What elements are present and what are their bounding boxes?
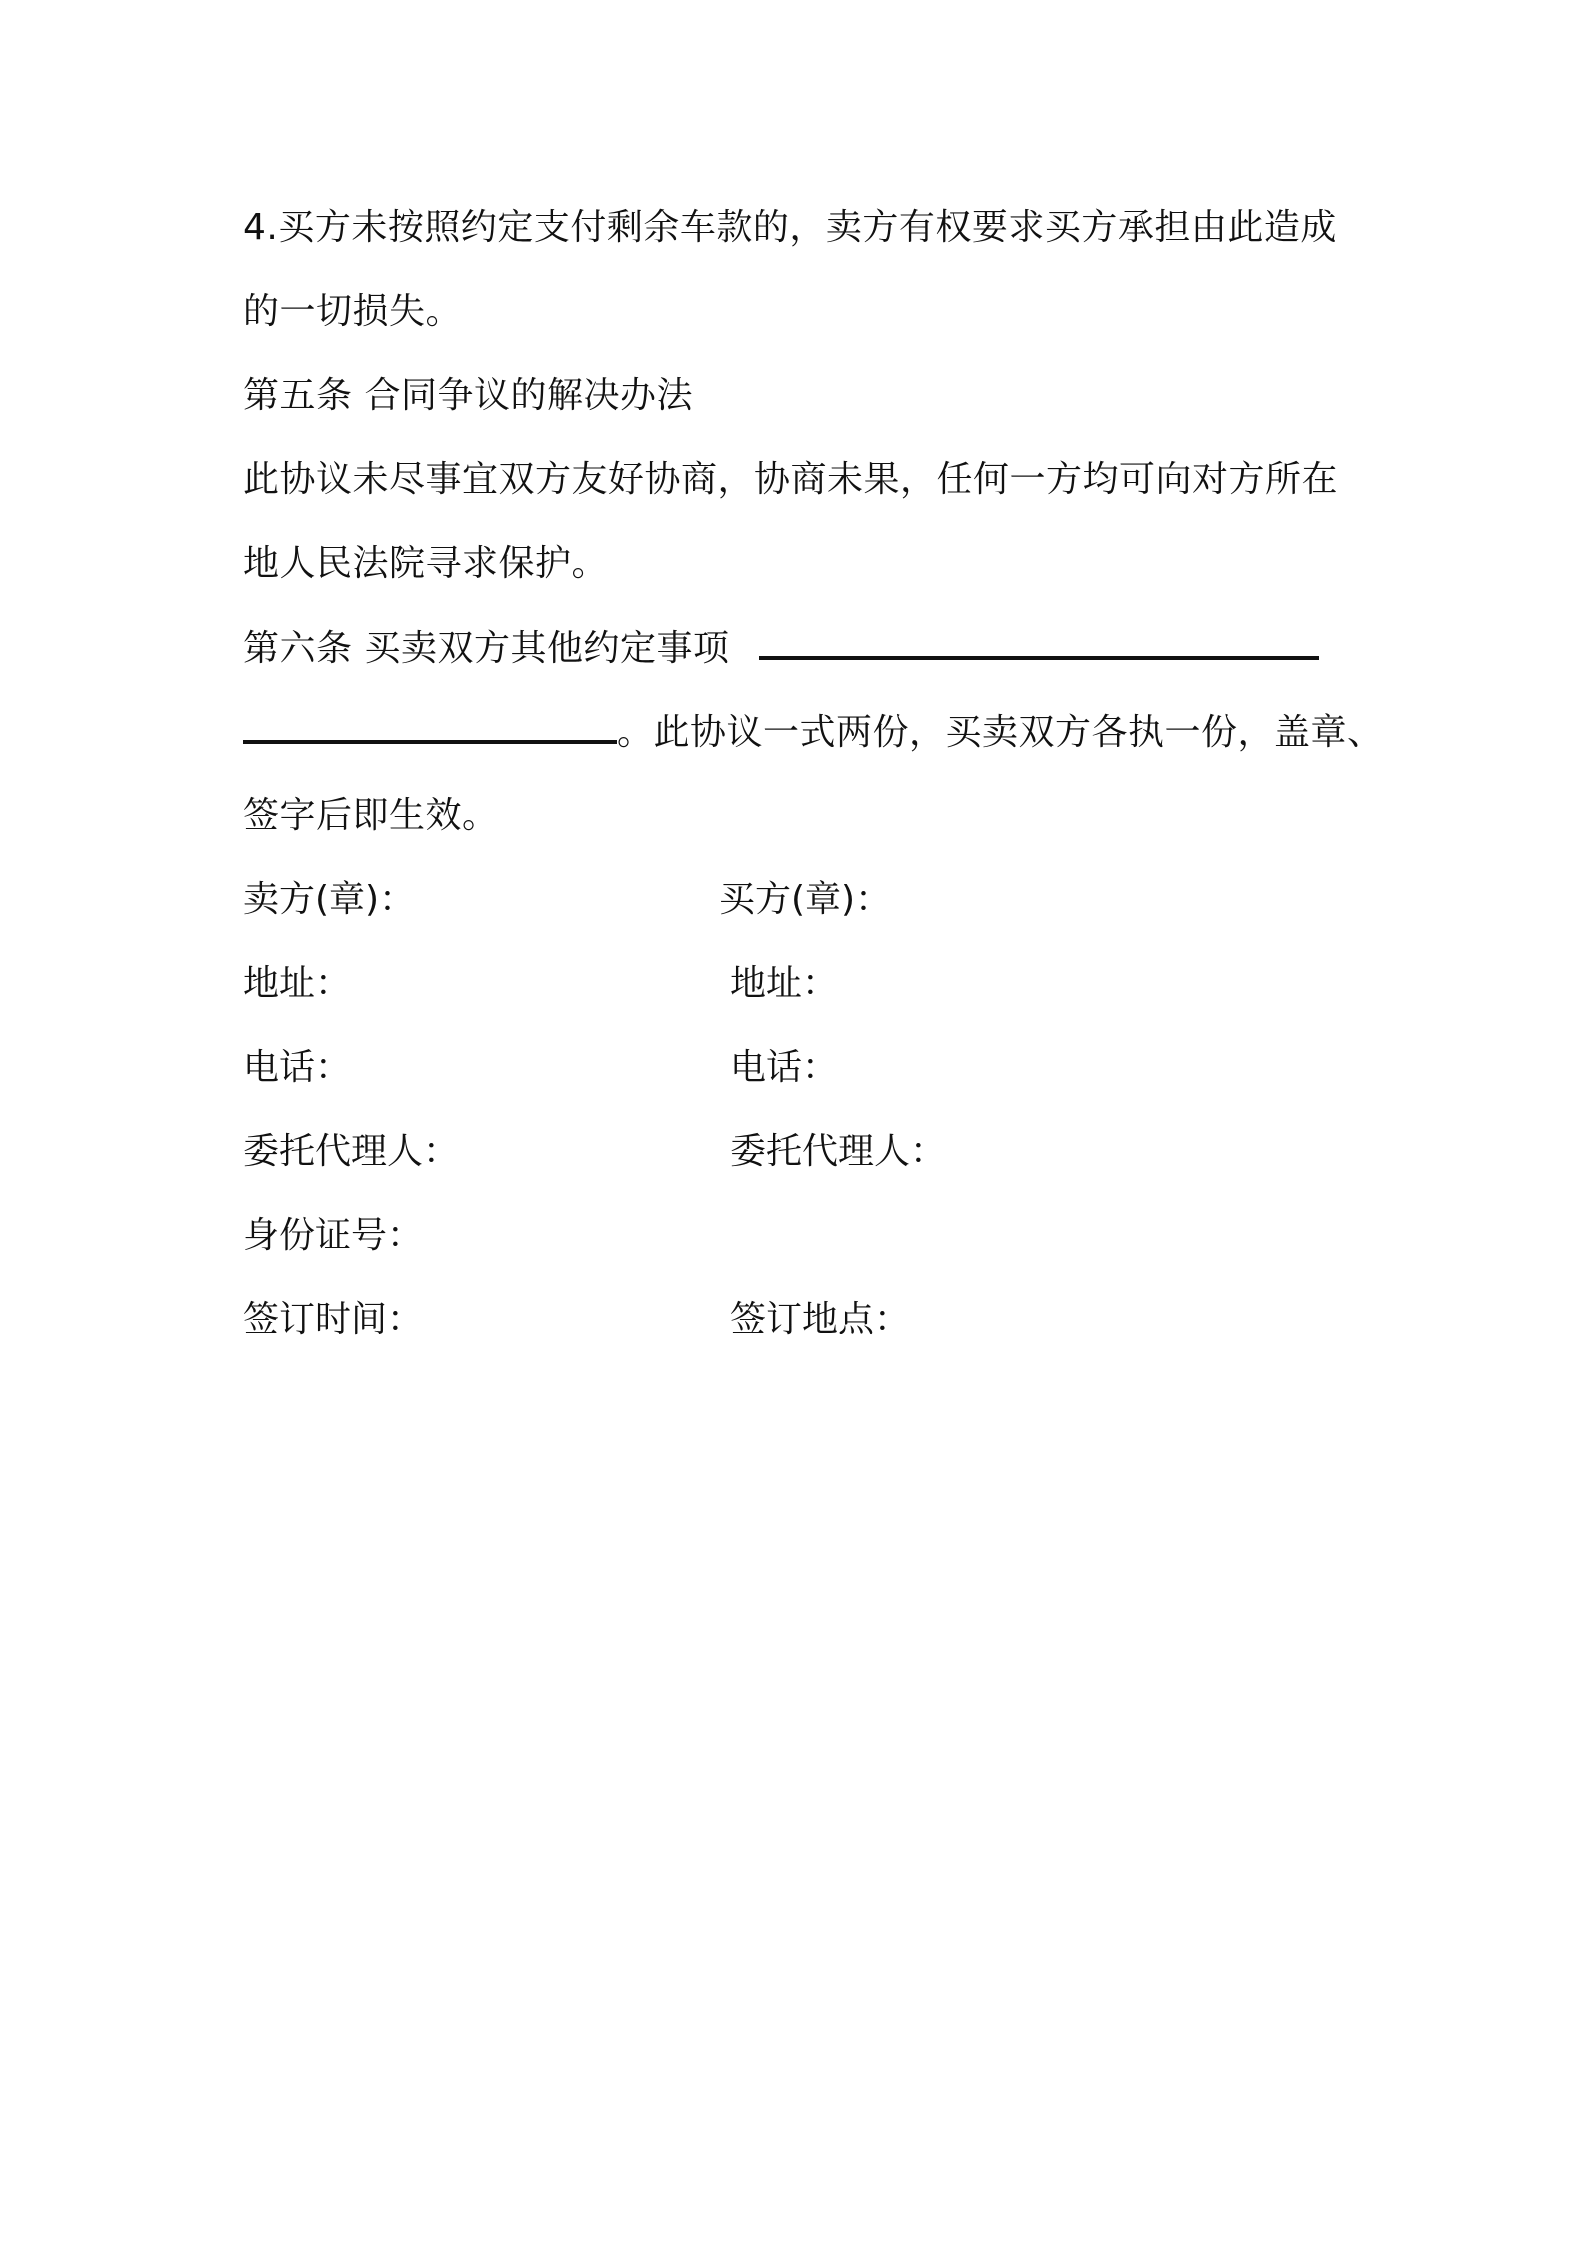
- article-6-line-1: [243, 626, 1319, 671]
- article-6-copies-text: 。此协议一式两份，买卖双方各执一份，盖章、: [617, 712, 1384, 753]
- buyer-seal-label: 买方(章)：: [719, 879, 892, 920]
- buyer-phone-label: 电话：: [730, 1047, 839, 1088]
- article-5-line-2: 地人民法院寻求保护。: [243, 543, 609, 584]
- article-6-line-2: [243, 710, 1384, 755]
- buyer-agent-label: 委托代理人：: [730, 1131, 947, 1172]
- sign-time-label: 签订时间：: [243, 1299, 424, 1340]
- buyer-address-label: 地址：: [730, 963, 839, 1004]
- article-6-line-3: 签字后即生效。: [243, 795, 499, 836]
- other-terms-blank-2[interactable]: [243, 710, 617, 744]
- seller-agent-label: 委托代理人：: [243, 1131, 460, 1172]
- other-terms-blank-1[interactable]: [759, 626, 1319, 660]
- sign-place-label: 签订地点：: [730, 1299, 911, 1340]
- id-number-label: 身份证号：: [243, 1215, 424, 1256]
- clause-4-line-1: 4.买方未按照约定支付剩余车款的，卖方有权要求买方承担由此造成: [243, 207, 1337, 248]
- seller-address-label: 地址：: [243, 963, 352, 1004]
- article-6-title: 第六条 买卖双方其他约定事项: [243, 628, 730, 669]
- article-5-title: 第五条 合同争议的解决办法: [243, 375, 693, 416]
- article-5-line-1: 此协议未尽事宜双方友好协商，协商未果，任何一方均可向对方所在: [243, 459, 1339, 500]
- seller-seal-label: 卖方(章)：: [243, 879, 416, 920]
- seller-phone-label: 电话：: [243, 1047, 352, 1088]
- clause-4-line-2: 的一切损失。: [243, 291, 463, 332]
